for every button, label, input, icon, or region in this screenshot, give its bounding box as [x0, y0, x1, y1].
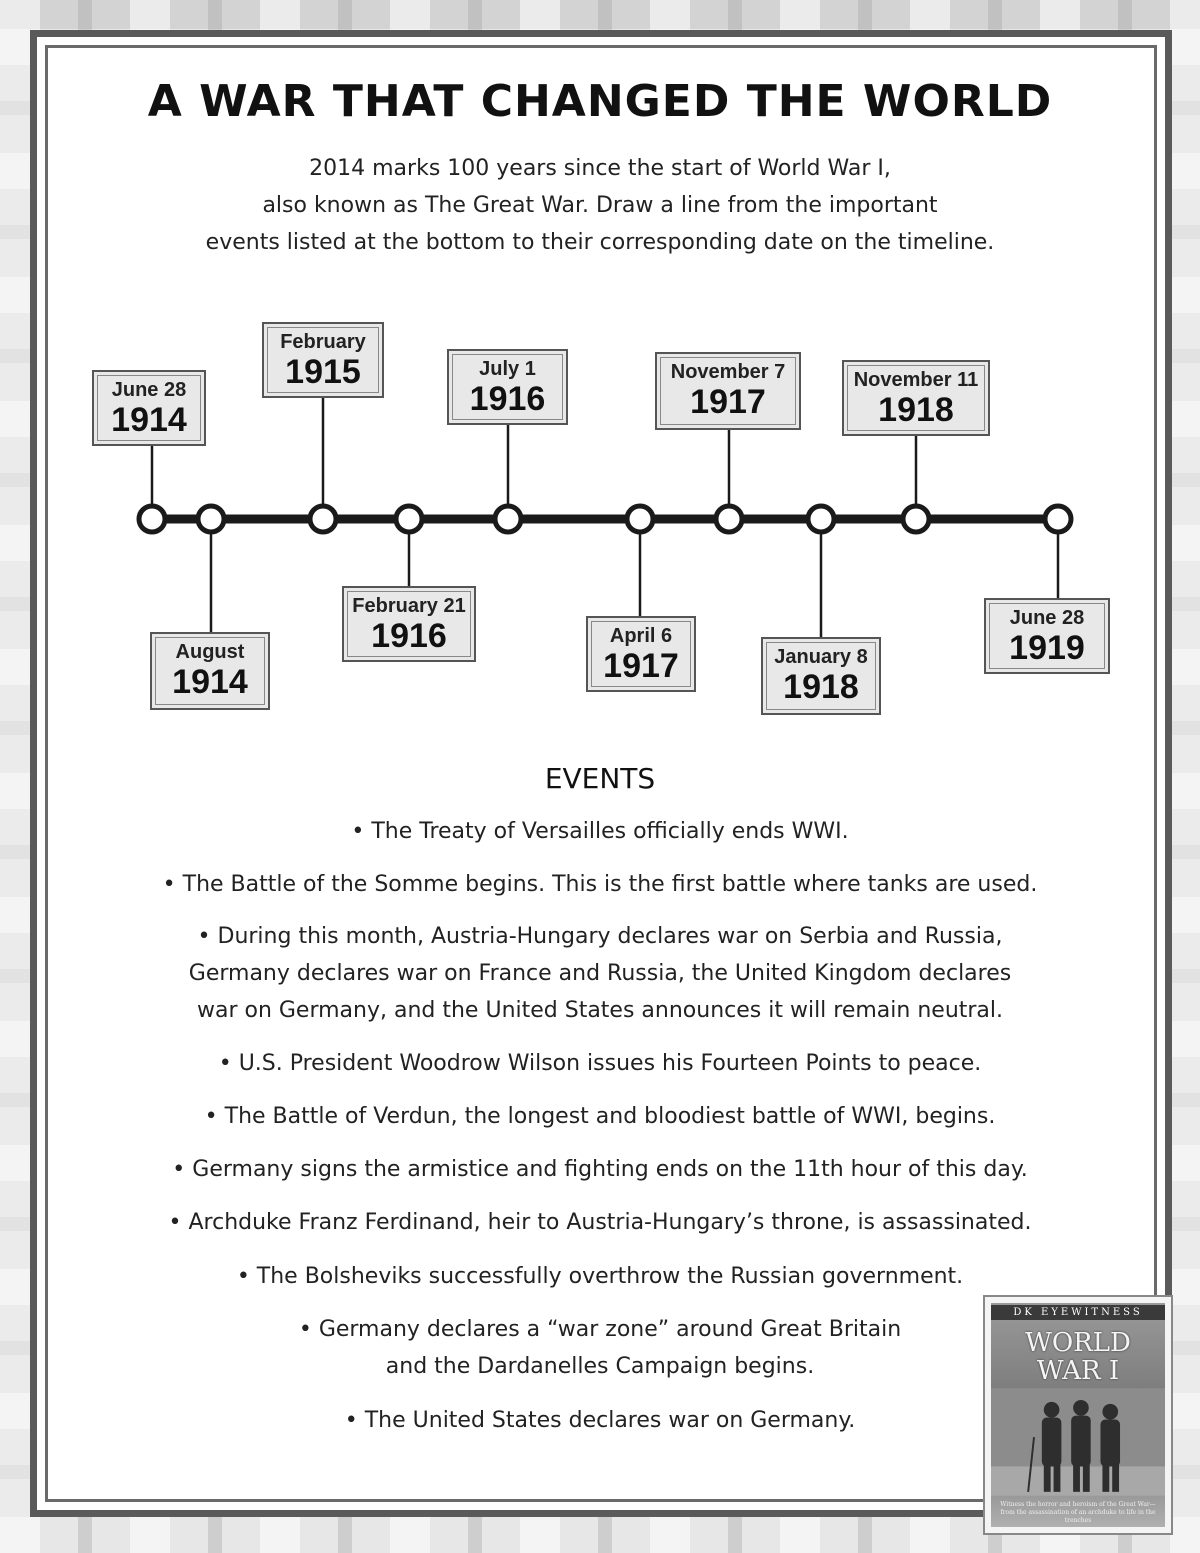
date-month-day: November 7 — [670, 361, 786, 383]
event-line: • The Battle of Verdun, the longest and bloodiest battle of WWI, begins. — [204, 1104, 996, 1129]
events-heading: EVENTS — [544, 762, 656, 795]
event-line: • Archduke Franz Ferdinand, heir to Austria-Hungary’s throne, is assassinated. — [168, 1210, 1032, 1235]
date-year: 1917 — [603, 647, 679, 685]
page-title: A WAR THAT CHANGED THE WORLD — [147, 76, 1053, 127]
timeline-node-2[interactable] — [198, 506, 224, 532]
timeline-node-10[interactable] — [1045, 506, 1071, 532]
date-year: 1918 — [783, 668, 859, 706]
date-box-below-2[interactable] — [342, 586, 476, 662]
book-title-line: WORLD — [1025, 1328, 1131, 1358]
intro-line-1: 2014 marks 100 years since the start of World War I, — [309, 156, 891, 181]
event-line: Germany declares war on France and Russia, the United Kingdom declares — [188, 961, 1012, 986]
event-item-2[interactable] — [60, 866, 1140, 903]
date-box-below-3[interactable] — [586, 616, 696, 692]
event-item-6[interactable] — [60, 1151, 1140, 1188]
event-line: war on Germany, and the United States announces it will remain neutral. — [196, 998, 1004, 1023]
date-month-day: November 11 — [853, 369, 979, 391]
event-line: • The Bolsheviks successfully overthrow the Russian government. — [236, 1264, 964, 1289]
event-item-4[interactable] — [60, 1045, 1140, 1082]
date-box-below-5[interactable] — [984, 598, 1110, 674]
date-year: 1916 — [371, 617, 447, 655]
event-item-10[interactable] — [60, 1402, 1140, 1439]
date-year: 1918 — [878, 391, 954, 429]
event-line: • The Battle of the Somme begins. This is the first battle where tanks are used. — [162, 872, 1038, 897]
book-cover-art — [991, 1303, 1165, 1527]
timeline-node-5[interactable] — [495, 506, 521, 532]
book-blurb: Witness the horror and heroism of the Great War—from the assassination of an archduke to life in the trenches — [1000, 1501, 1156, 1524]
date-box-above-2[interactable] — [262, 322, 384, 398]
date-box-above-1[interactable] — [92, 370, 206, 446]
timeline-node-1[interactable] — [139, 506, 165, 532]
event-item-3[interactable] — [60, 918, 1140, 1029]
date-year: 1914 — [172, 663, 248, 701]
date-box-above-3[interactable] — [447, 349, 568, 425]
book-cover — [983, 1295, 1173, 1535]
book-brand: DK EYEWITNESS — [991, 1305, 1165, 1320]
event-line: • The United States declares war on Germany. — [344, 1408, 856, 1433]
book-title-line: WAR I — [1036, 1356, 1120, 1386]
timeline-node-7[interactable] — [716, 506, 742, 532]
event-line: • During this month, Austria-Hungary declares war on Serbia and Russia, — [197, 924, 1003, 949]
date-month-day: June 28 — [111, 379, 187, 401]
date-year: 1917 — [690, 383, 766, 421]
date-month-day: February 21 — [352, 595, 466, 617]
date-box-below-1[interactable] — [150, 632, 270, 710]
event-item-9[interactable] — [60, 1311, 1140, 1385]
timeline-node-3[interactable] — [310, 506, 336, 532]
event-item-5[interactable] — [60, 1098, 1140, 1135]
event-line: and the Dardanelles Campaign begins. — [385, 1354, 815, 1379]
timeline-node-4[interactable] — [396, 506, 422, 532]
event-line: • U.S. President Woodrow Wilson issues his Fourteen Points to peace. — [218, 1051, 982, 1076]
date-box-below-4[interactable] — [761, 637, 881, 715]
date-month-day: July 1 — [479, 358, 536, 380]
event-item-1[interactable] — [60, 813, 1140, 850]
event-line: • Germany signs the armistice and fighting ends on the 11th hour of this day. — [172, 1157, 1028, 1182]
event-line: • The Treaty of Versailles officially ends WWI. — [351, 819, 849, 844]
date-box-above-4[interactable] — [655, 352, 801, 430]
date-year: 1914 — [111, 401, 187, 439]
intro-line-3: events listed at the bottom to their corresponding date on the timeline. — [205, 230, 995, 255]
book-title — [991, 1329, 1165, 1385]
date-month-day: August — [175, 641, 245, 663]
date-box-above-5[interactable] — [842, 360, 990, 436]
event-item-7[interactable] — [60, 1204, 1140, 1241]
timeline-node-6[interactable] — [627, 506, 653, 532]
event-item-8[interactable] — [60, 1258, 1140, 1295]
timeline-node-9[interactable] — [903, 506, 929, 532]
date-month-day: June 28 — [1009, 607, 1085, 629]
date-month-day: February — [280, 331, 366, 353]
soldiers-photo — [991, 1387, 1165, 1497]
intro-line-2: also known as The Great War. Draw a line from the important — [262, 193, 938, 218]
event-line: • Germany declares a “war zone” around Great Britain — [298, 1317, 902, 1342]
date-month-day: April 6 — [609, 625, 673, 647]
timeline-node-8[interactable] — [808, 506, 834, 532]
date-year: 1916 — [469, 380, 546, 418]
date-year: 1919 — [1009, 629, 1085, 667]
date-month-day: January 8 — [774, 646, 868, 668]
date-year: 1915 — [285, 353, 361, 391]
